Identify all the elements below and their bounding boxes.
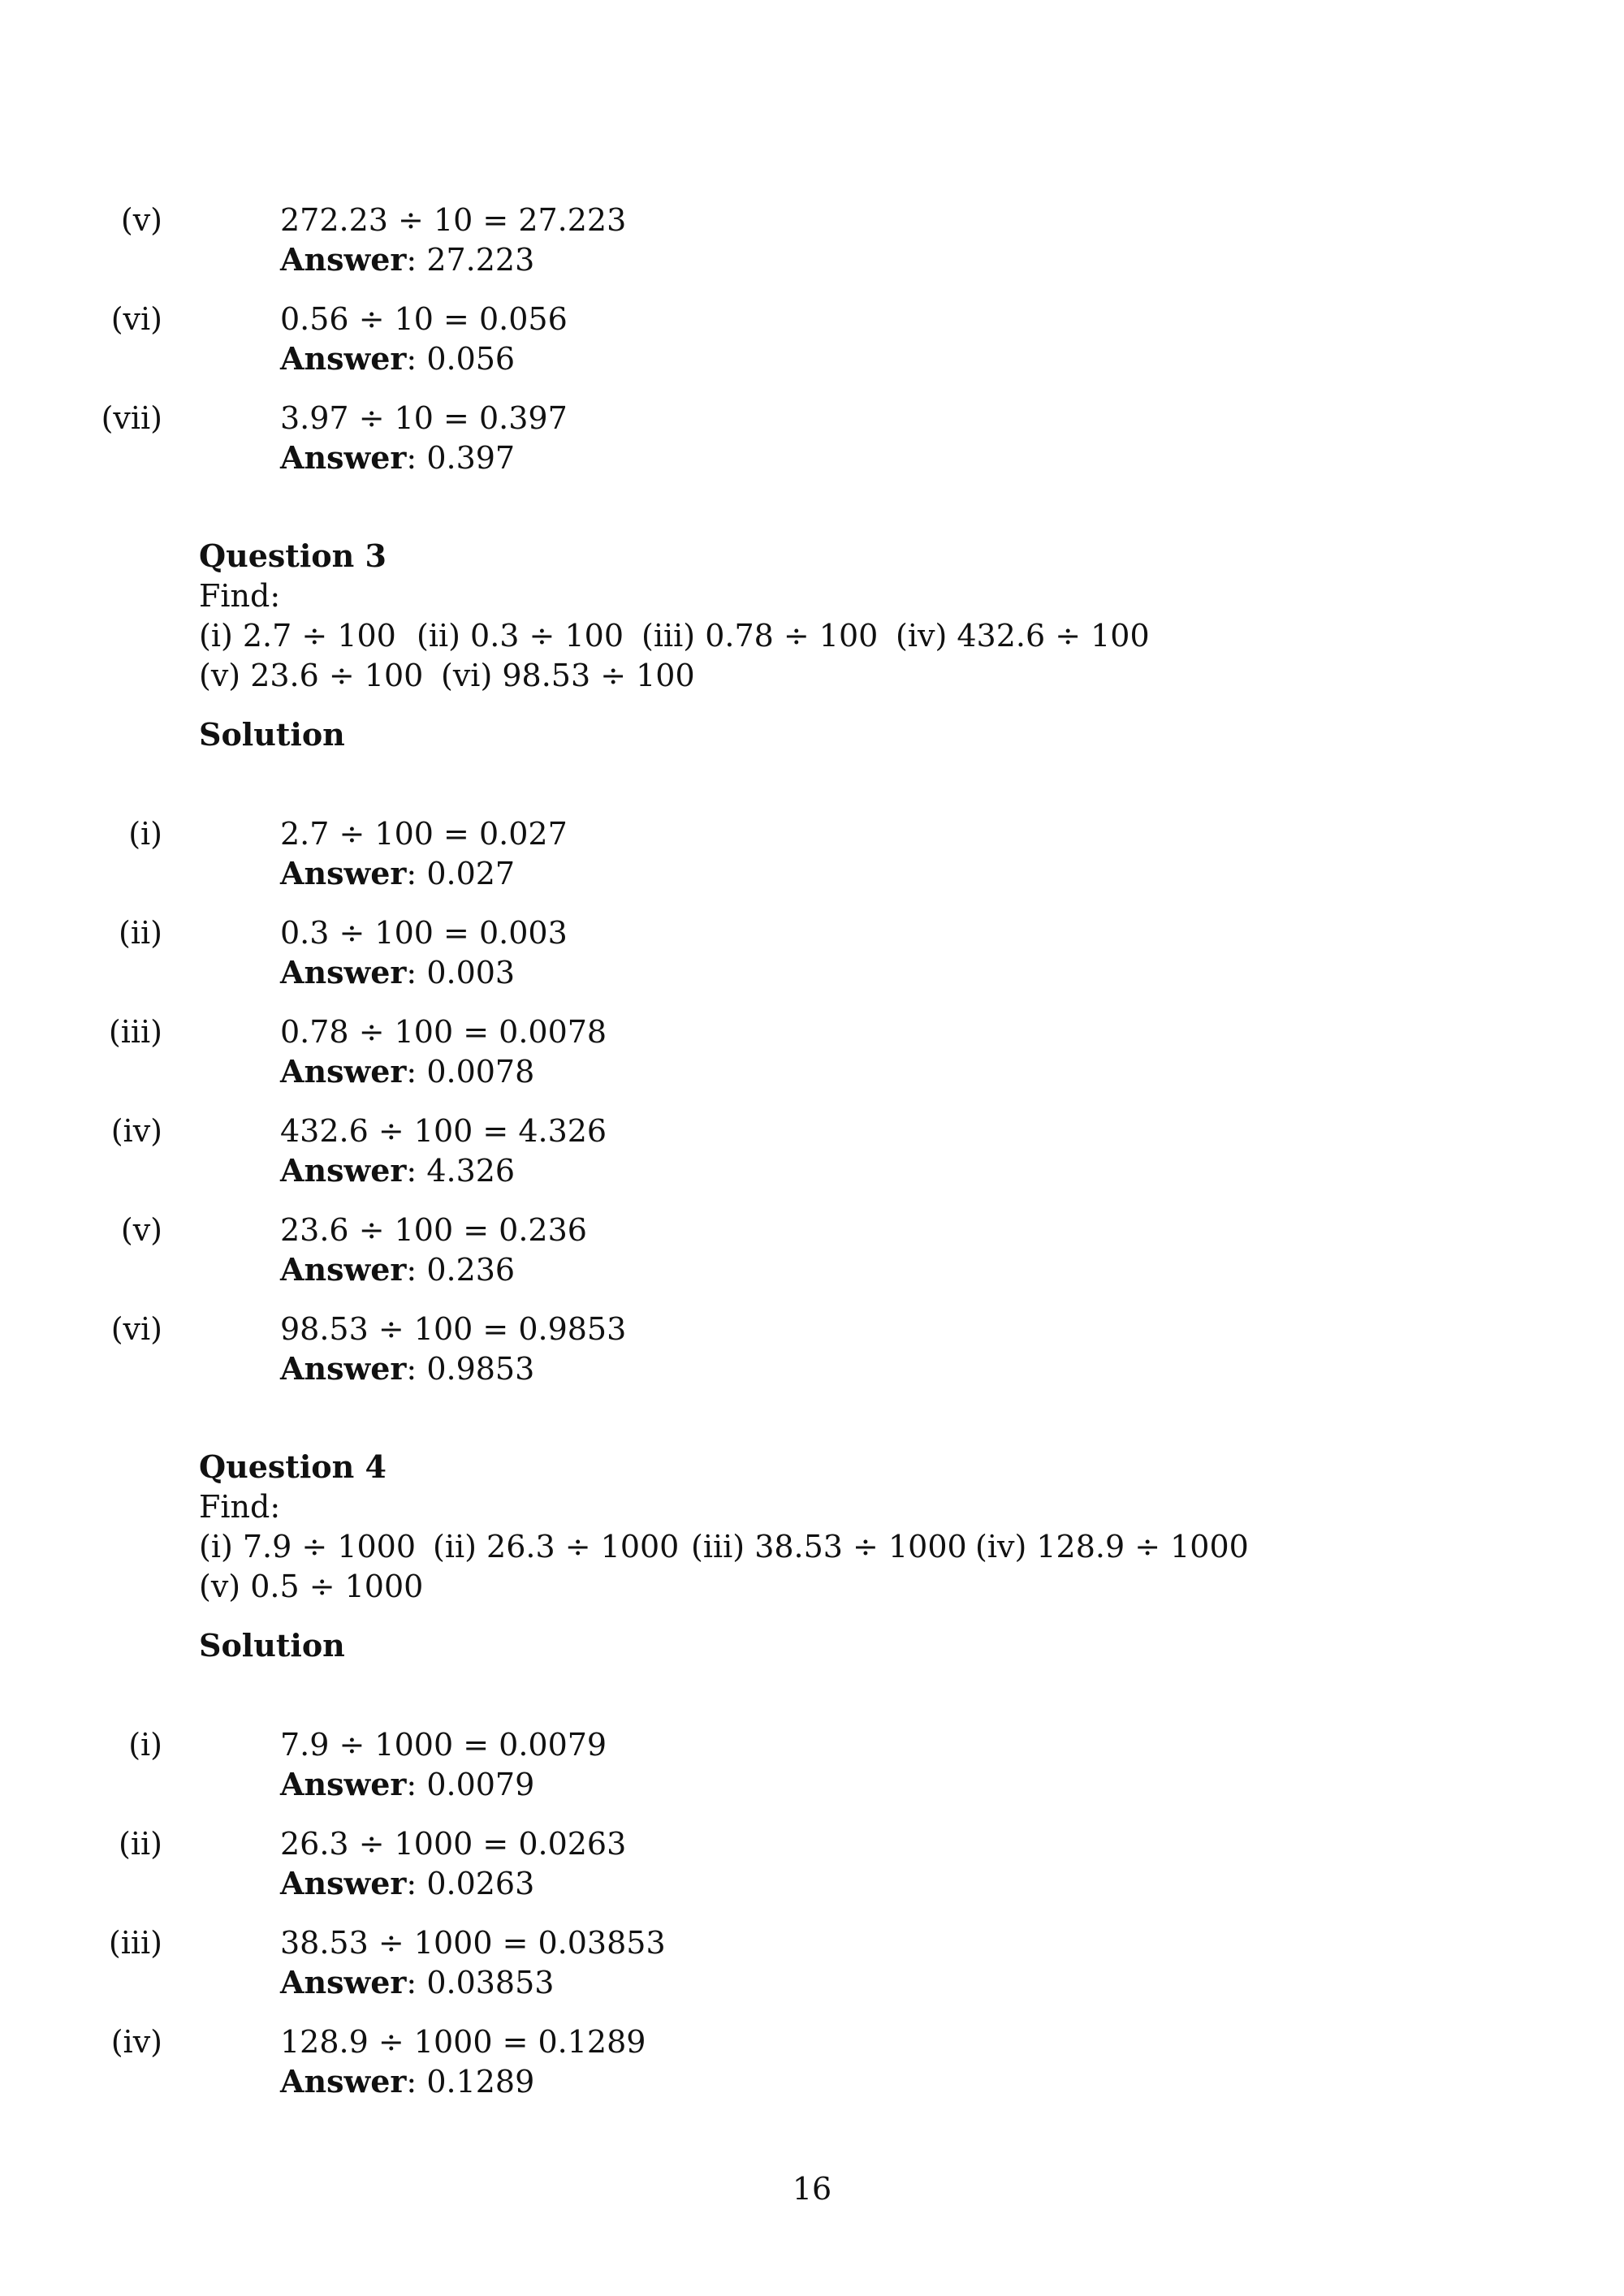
problem: (v) 0.5 ÷ 1000 — [199, 1569, 424, 1604]
problem: (vi) 98.53 ÷ 100 — [441, 658, 695, 693]
answer-keyword: Answer — [280, 1964, 407, 2000]
answer-keyword: Answer — [280, 1053, 407, 1090]
answer-value: 0.0263 — [426, 1866, 535, 1901]
item-label: (i) — [128, 1727, 162, 1763]
item-expression: 0.56 ÷ 10 = 0.056 — [280, 301, 568, 337]
item-expression: 432.6 ÷ 100 = 4.326 — [280, 1113, 607, 1149]
item-label: (ii) — [119, 1826, 162, 1862]
answer-value: 0.0079 — [426, 1767, 535, 1802]
answer-keyword: Answer — [280, 855, 407, 891]
item-answer: Answer: 27.223 — [280, 241, 535, 278]
item-answer: Answer: 0.003 — [280, 954, 516, 990]
problem: (v) 23.6 ÷ 100 — [199, 658, 424, 693]
problem: (iii) 38.53 ÷ 1000 — [691, 1529, 967, 1564]
item-expression: 3.97 ÷ 10 = 0.397 — [280, 400, 568, 436]
answer-value: 4.326 — [426, 1153, 516, 1189]
answer-keyword: Answer — [280, 340, 407, 377]
item-expression: 23.6 ÷ 100 = 0.236 — [280, 1212, 587, 1248]
page-number: 16 — [792, 2171, 832, 2207]
answer-keyword: Answer — [280, 439, 407, 476]
item-expression: 0.3 ÷ 100 = 0.003 — [280, 915, 568, 951]
item-answer: Answer: 0.056 — [280, 340, 516, 377]
answer-value: 0.027 — [426, 856, 516, 891]
item-label: (vi) — [110, 301, 162, 337]
item-answer: Answer: 0.0079 — [280, 1766, 535, 1802]
item-answer: Answer: 0.1289 — [280, 2063, 535, 2100]
item-expression: 98.53 ÷ 100 = 0.9853 — [280, 1311, 627, 1347]
item-answer: Answer: 0.397 — [280, 439, 516, 476]
answer-keyword: Answer — [280, 1865, 407, 1901]
question-title: Question 4 — [199, 1448, 387, 1485]
item-answer: Answer: 0.0263 — [280, 1865, 535, 1901]
solution-title: Solution — [199, 1627, 345, 1664]
answer-keyword: Answer — [280, 1350, 407, 1387]
answer-value: 0.003 — [426, 955, 516, 990]
problem: (iv) 128.9 ÷ 1000 — [975, 1529, 1249, 1564]
item-label: (i) — [128, 816, 162, 852]
answer-keyword: Answer — [280, 1766, 407, 1802]
question-title: Question 3 — [199, 537, 387, 574]
problem: (iii) 0.78 ÷ 100 — [641, 618, 879, 654]
item-expression: 7.9 ÷ 1000 = 0.0079 — [280, 1727, 607, 1763]
problem: (ii) 26.3 ÷ 1000 — [433, 1529, 680, 1564]
answer-keyword: Answer — [280, 2063, 407, 2100]
item-expression: 272.23 ÷ 10 = 27.223 — [280, 202, 627, 238]
item-label: (iii) — [108, 1925, 162, 1961]
item-expression: 2.7 ÷ 100 = 0.027 — [280, 816, 568, 852]
answer-keyword: Answer — [280, 241, 407, 278]
question-instruction: Find: — [199, 578, 281, 614]
problem: (i) 2.7 ÷ 100 — [199, 618, 396, 654]
answer-value: 0.03853 — [426, 1965, 555, 2000]
answer-keyword: Answer — [280, 954, 407, 990]
answer-value: 0.236 — [426, 1252, 516, 1288]
item-answer: Answer: 0.027 — [280, 855, 516, 891]
solution-title: Solution — [199, 716, 345, 753]
item-label: (iii) — [108, 1014, 162, 1050]
item-expression: 128.9 ÷ 1000 = 0.1289 — [280, 2024, 646, 2060]
answer-keyword: Answer — [280, 1251, 407, 1288]
problem: (i) 7.9 ÷ 1000 — [199, 1529, 417, 1564]
item-expression: 38.53 ÷ 1000 = 0.03853 — [280, 1925, 666, 1961]
item-answer: Answer: 0.236 — [280, 1251, 516, 1288]
item-label: (iv) — [110, 2024, 162, 2060]
answer-value: 27.223 — [426, 242, 535, 278]
problem: (iv) 432.6 ÷ 100 — [896, 618, 1150, 654]
answer-value: 0.056 — [426, 341, 516, 377]
item-label: (iv) — [110, 1113, 162, 1149]
item-expression: 26.3 ÷ 1000 = 0.0263 — [280, 1826, 627, 1862]
item-answer: Answer: 4.326 — [280, 1152, 516, 1189]
item-label: (ii) — [119, 915, 162, 951]
answer-value: 0.0078 — [426, 1054, 535, 1090]
problem: (ii) 0.3 ÷ 100 — [417, 618, 624, 654]
item-label: (v) — [120, 202, 162, 238]
item-label: (vi) — [110, 1311, 162, 1347]
answer-value: 0.9853 — [426, 1351, 535, 1387]
item-answer: Answer: 0.0078 — [280, 1053, 535, 1090]
item-expression: 0.78 ÷ 100 = 0.0078 — [280, 1014, 607, 1050]
answer-keyword: Answer — [280, 1152, 407, 1189]
answer-value: 0.397 — [426, 440, 516, 476]
answer-value: 0.1289 — [426, 2064, 535, 2100]
question-instruction: Find: — [199, 1489, 281, 1525]
item-label: (v) — [120, 1212, 162, 1248]
item-answer: Answer: 0.03853 — [280, 1964, 555, 2000]
item-answer: Answer: 0.9853 — [280, 1350, 535, 1387]
item-label: (vii) — [101, 400, 162, 436]
